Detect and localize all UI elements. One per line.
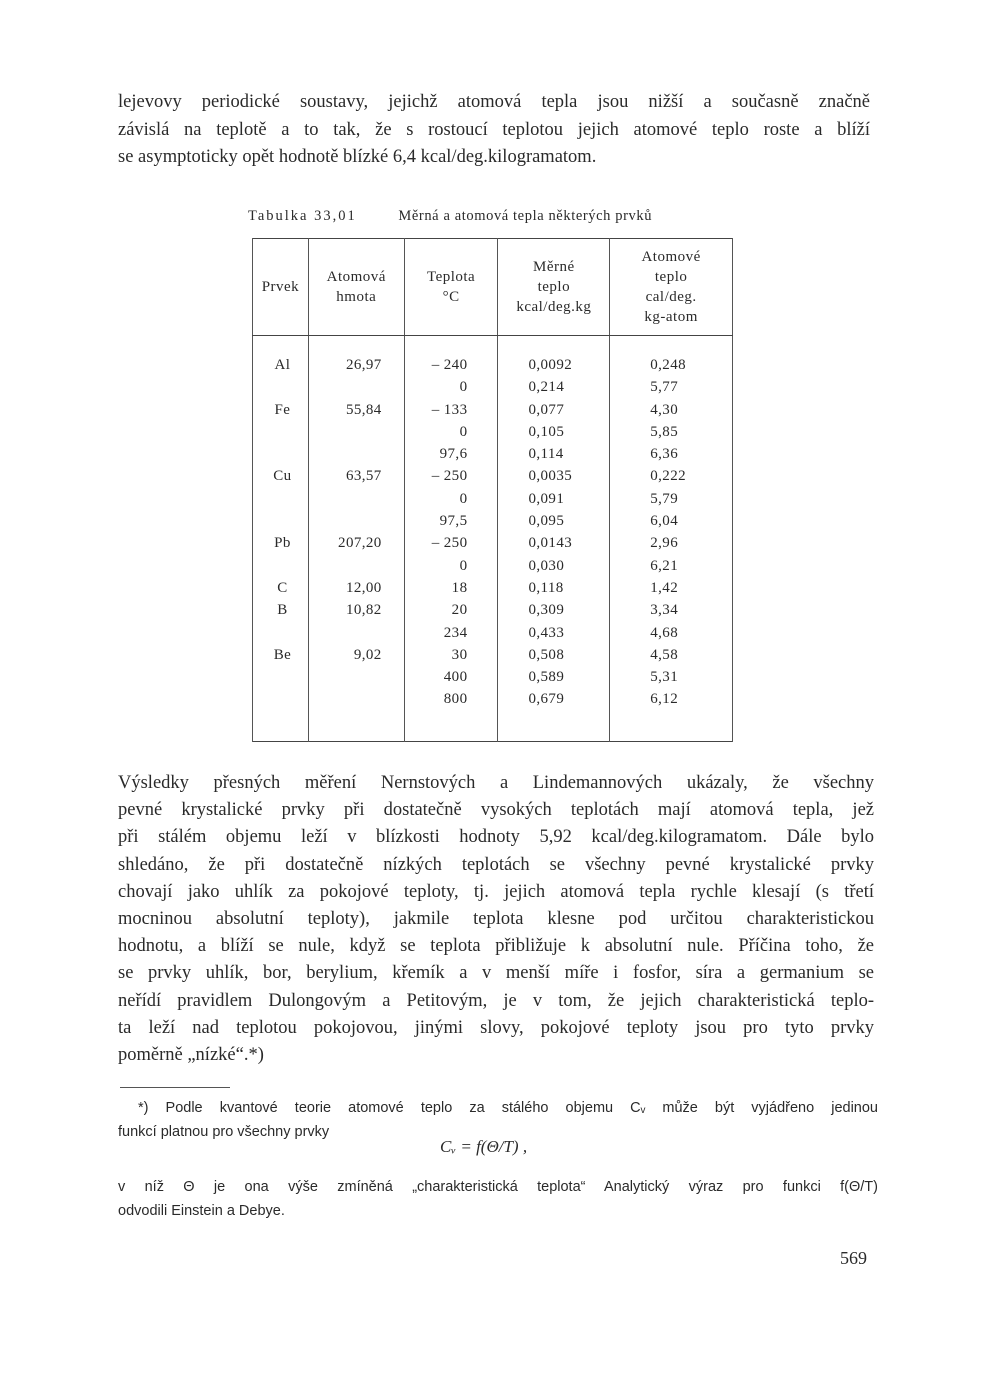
cell-atomic-mass xyxy=(308,555,404,577)
intro-line: se asymptoticky opět hodnotě blízké 6,4 kcal/deg.kilogramatom. xyxy=(118,147,597,167)
main-line: pevné krystalické prvky při dostatečně vysokých teplotách mají atomová tepla, jež xyxy=(118,800,874,821)
cell-specific-heat: 0,095 xyxy=(498,510,610,532)
cell-atomic-heat: 5,31 xyxy=(610,666,733,688)
main-line: shledáno, že při dostatečně nízkých teplotách se všechny pevné krystalické prvky xyxy=(118,854,874,875)
cell-temperature: – 240 xyxy=(404,354,498,376)
page-number: 569 xyxy=(840,1248,867,1268)
table-row xyxy=(253,666,733,688)
table-row xyxy=(253,599,733,621)
cell-element xyxy=(253,376,309,398)
cell-atomic-mass xyxy=(308,443,404,465)
footnote-line: *) Podle kvantové teorie atomové teplo za stálého objemu Cᵥ může být vyjádřeno jedinou xyxy=(138,1100,878,1116)
cell-atomic-heat: 2,96 xyxy=(610,532,733,554)
cell-element xyxy=(253,421,309,443)
cell-temperature: 800 xyxy=(404,688,498,710)
table-number: Tabulka 33,01 xyxy=(248,208,357,224)
cell-atomic-heat: 4,58 xyxy=(610,644,733,666)
cell-temperature: 0 xyxy=(404,488,498,510)
table-row xyxy=(253,354,733,376)
main-paragraph xyxy=(118,770,874,1069)
cell-atomic-mass: 10,82 xyxy=(308,599,404,621)
main-line: chovají jako uhlík za pokojové teploty, tj. jejich atomová tepla rychle klesají (s třetí xyxy=(118,881,874,902)
cell-atomic-heat: 6,21 xyxy=(610,555,733,577)
cell-specific-heat: 0,433 xyxy=(498,622,610,644)
cell-atomic-heat: 0,248 xyxy=(610,354,733,376)
cell-atomic-mass xyxy=(308,488,404,510)
table-title: Měrná a atomová tepla některých prvků xyxy=(398,208,653,224)
cell-specific-heat: 0,589 xyxy=(498,666,610,688)
heat-table xyxy=(252,238,733,742)
cell-element xyxy=(253,666,309,688)
cell-temperature: 0 xyxy=(404,555,498,577)
cell-atomic-mass: 63,57 xyxy=(308,465,404,487)
header-specific-heat: Měrné teplo kcal/deg.kg xyxy=(498,239,610,336)
cell-element xyxy=(253,688,309,710)
cell-specific-heat: 0,114 xyxy=(498,443,610,465)
table-row xyxy=(253,376,733,398)
cell-specific-heat: 0,309 xyxy=(498,599,610,621)
cell-specific-heat: 0,0092 xyxy=(498,354,610,376)
cell-atomic-mass: 207,20 xyxy=(308,532,404,554)
cell-specific-heat: 0,091 xyxy=(498,488,610,510)
header-atomic-heat: Atomové teplo cal/deg. kg-atom xyxy=(610,239,733,336)
main-line: při stálém objemu leží v blízkosti hodnoty 5,92 kcal/deg.kilogramatom. Dále bylo xyxy=(118,827,874,848)
cell-atomic-heat: 5,85 xyxy=(610,421,733,443)
cell-specific-heat: 0,030 xyxy=(498,555,610,577)
cell-element: C xyxy=(253,577,309,599)
cell-temperature: 400 xyxy=(404,666,498,688)
cell-temperature: 18 xyxy=(404,577,498,599)
cell-atomic-mass xyxy=(308,688,404,710)
cell-element xyxy=(253,443,309,465)
table-spacer-row xyxy=(253,711,733,742)
cell-atomic-heat: 6,12 xyxy=(610,688,733,710)
table-body xyxy=(253,336,733,742)
table-row xyxy=(253,555,733,577)
cell-atomic-mass xyxy=(308,376,404,398)
table-row xyxy=(253,644,733,666)
cell-atomic-heat: 6,36 xyxy=(610,443,733,465)
cell-atomic-heat: 1,42 xyxy=(610,577,733,599)
cell-atomic-mass xyxy=(308,666,404,688)
main-line: hodnotu, a blíží se nule, když se teplota přibližuje k absolutní nule. Příčina toho, že xyxy=(118,936,874,957)
cell-element: Fe xyxy=(253,399,309,421)
cell-atomic-mass: 26,97 xyxy=(308,354,404,376)
cell-specific-heat: 0,679 xyxy=(498,688,610,710)
cell-temperature: – 250 xyxy=(404,465,498,487)
table-row xyxy=(253,488,733,510)
header-temperature: Teplota °C xyxy=(404,239,498,336)
main-line: se prvky uhlík, bor, berylium, křemík a v menší míře i fosfor, síra a germanium se xyxy=(118,963,874,984)
footnote-formula: Cᵥ = f(Θ/T) , xyxy=(440,1137,528,1156)
table-row xyxy=(253,577,733,599)
cell-temperature: 97,5 xyxy=(404,510,498,532)
cell-element: Pb xyxy=(253,532,309,554)
intro-paragraph xyxy=(118,89,870,172)
cell-specific-heat: 0,105 xyxy=(498,421,610,443)
cell-temperature: 20 xyxy=(404,599,498,621)
cell-element xyxy=(253,555,309,577)
header-atomic-mass: Atomová hmota xyxy=(308,239,404,336)
table-row xyxy=(253,532,733,554)
cell-atomic-mass xyxy=(308,421,404,443)
cell-element xyxy=(253,488,309,510)
table-row xyxy=(253,622,733,644)
cell-temperature: 0 xyxy=(404,421,498,443)
cell-element: B xyxy=(253,599,309,621)
cell-element: Be xyxy=(253,644,309,666)
table-row xyxy=(253,443,733,465)
cell-atomic-mass xyxy=(308,622,404,644)
main-line: ta leží nad teplotou pokojovou, jinými slovy, pokojové teploty jsou pro tyto prvky xyxy=(118,1017,874,1038)
cell-atomic-heat: 6,04 xyxy=(610,510,733,532)
intro-line: lejevovy periodické soustavy, jejichž atomová tepla jsou nižší a současně značně xyxy=(118,92,870,112)
cell-specific-heat: 0,508 xyxy=(498,644,610,666)
cell-atomic-heat: 0,222 xyxy=(610,465,733,487)
cell-specific-heat: 0,0143 xyxy=(498,532,610,554)
footnote-divider xyxy=(120,1087,230,1088)
cell-atomic-mass: 9,02 xyxy=(308,644,404,666)
table-spacer-row xyxy=(253,336,733,355)
cell-temperature: – 133 xyxy=(404,399,498,421)
cell-specific-heat: 0,0035 xyxy=(498,465,610,487)
intro-line: závislá na teplotě a to tak, že s rostoucí teplotou jejich atomové teplo roste a blíží xyxy=(118,119,870,140)
cell-temperature: 0 xyxy=(404,376,498,398)
footnote-continued xyxy=(118,1175,878,1223)
main-line: neřídí pravidlem Dulongovým a Petitovým, je v tom, že jejich charakteristická teplo- xyxy=(118,990,874,1011)
cell-atomic-mass xyxy=(308,510,404,532)
cell-temperature: – 250 xyxy=(404,532,498,554)
cell-atomic-heat: 3,34 xyxy=(610,599,733,621)
table-row xyxy=(253,510,733,532)
cell-specific-heat: 0,214 xyxy=(498,376,610,398)
footnote-line: funkcí platnou pro všechny prvky xyxy=(118,1124,330,1140)
main-line: mocninou absolutní teploty), jakmile teplota klesne pod určitou charakteristickou xyxy=(118,909,874,930)
table-header-row xyxy=(253,239,733,336)
cell-temperature: 97,6 xyxy=(404,443,498,465)
cell-specific-heat: 0,118 xyxy=(498,577,610,599)
cell-element xyxy=(253,622,309,644)
cell-atomic-heat: 4,68 xyxy=(610,622,733,644)
cell-element: Cu xyxy=(253,465,309,487)
cell-atomic-heat: 5,77 xyxy=(610,376,733,398)
cell-atomic-mass: 12,00 xyxy=(308,577,404,599)
table-row xyxy=(253,465,733,487)
header-element: Prvek xyxy=(253,239,309,336)
main-line: Výsledky přesných měření Nernstových a Lindemannových ukázaly, že všechny xyxy=(118,773,874,793)
cell-specific-heat: 0,077 xyxy=(498,399,610,421)
cell-element: Al xyxy=(253,354,309,376)
cell-atomic-heat: 5,79 xyxy=(610,488,733,510)
footnote-line: v níž Θ je ona výše zmíněná „charakteristická teplota“ Analytický výraz pro funkci f(Θ/T) xyxy=(118,1179,878,1195)
table-row xyxy=(253,688,733,710)
cell-element xyxy=(253,510,309,532)
cell-temperature: 30 xyxy=(404,644,498,666)
table-row xyxy=(253,421,733,443)
main-line: poměrně „nízké“.*) xyxy=(118,1045,264,1066)
table-caption xyxy=(248,208,652,225)
cell-temperature: 234 xyxy=(404,622,498,644)
cell-atomic-heat: 4,30 xyxy=(610,399,733,421)
cell-atomic-mass: 55,84 xyxy=(308,399,404,421)
table-row xyxy=(253,399,733,421)
footnote-line: odvodili Einstein a Debye. xyxy=(118,1203,285,1219)
